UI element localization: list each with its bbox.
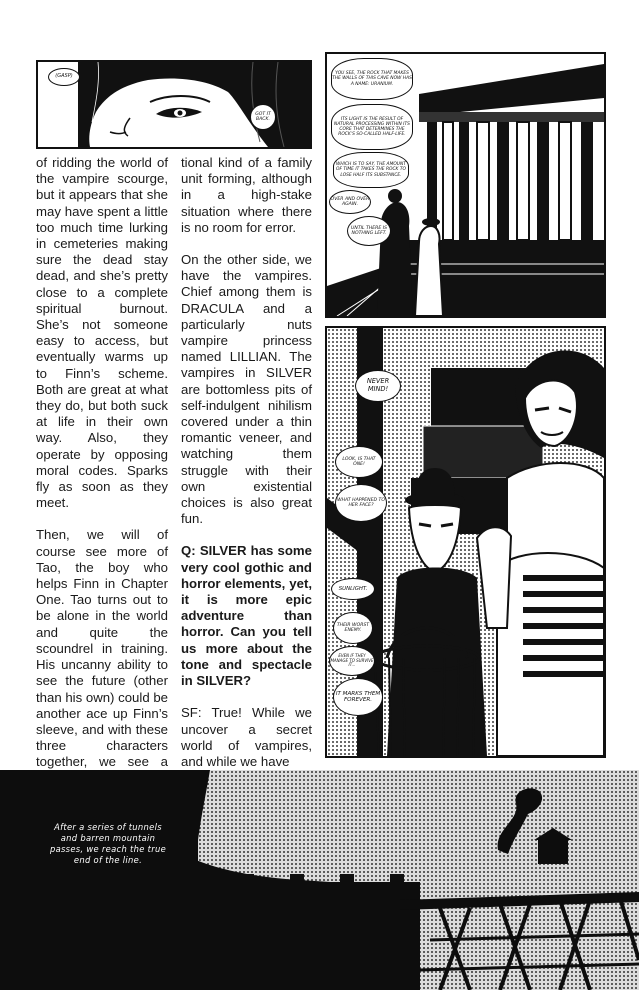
temple-balloon-over-and-over: OVER AND OVER AGAIN. [329, 190, 371, 214]
balloon-her-face: WHAT HAPPENED TO HER FACE? [335, 484, 387, 522]
panel-vampires [325, 326, 606, 758]
right-paragraph-2: On the other side, we have the vampires. Chief among them is DRACULA and a particularly nuts vampire princess named LILLIAN. The vampires in SILVER are bottomless pits of self-indulgent nihilism covered under a thin romantic veneer, and watching them struggle with their own existential choices is also great fun. [181, 252, 312, 527]
temple-caption-1: YOU SEE, THE ROCK THAT MAKES THE WALLS OF THIS CAVE NOW HAS A NAME: URANIUM. [331, 58, 413, 100]
balloon-never-mind: NEVER MIND! [355, 370, 401, 402]
panel-train-cliff [0, 770, 639, 990]
balloon-sunlight: SUNLIGHT. [331, 578, 375, 600]
temple-caption-3: WHICH IS TO SAY, THE AMOUNT OF TIME IT TAKES THE ROCK TO LOSE HALF ITS SUBSTANCE. [333, 152, 409, 188]
got-it-back-balloon: GOT IT BACK. [250, 104, 276, 130]
gasp-balloon: (GASP) [48, 68, 80, 86]
interview-answer: SF: True! While we uncover a secret world of vampires, and while we have [181, 705, 312, 769]
temple-balloon-nothing-left: UNTIL THERE IS NOTHING LEFT. [347, 216, 391, 246]
balloon-marks-them: IT MARKS THEM FOREVER. [333, 678, 383, 716]
interview-question: Q: SILVER has some very cool gothic and horror elements, yet, it is more epic adventure than horror. Can you tell us more about the tone and spectacle in SILVER? [181, 543, 312, 689]
left-paragraph-1: of ridding the world of the vampire scourge, but it appears that she may have spent a little too much time lurking in cemeteries making sure the dead stay dead, and she’s pretty close to a complete spiritual burnout. She’s not someone easy to access, but eventually warms up to Finn’s scheme. Both are great at what they do, but both suck at life in their own way. Also, they operate by opposing moral codes. Sparks fly as soon as they meet. [36, 155, 168, 511]
balloon-survive: EVEN IF THEY MANAGE TO SURVIVE IT... [329, 646, 375, 676]
balloon-is-that-one: LOOK, IS THAT ONE! [335, 446, 383, 478]
left-text-column [36, 155, 168, 803]
left-paragraph-2: Then, we will of course see more of Tao, the boy who helps Finn in Chapter One. Tao turns out to be alone in the world and quite the scoundrel in training. His uncanny ability to see the future (other than his own) could be another ace up Finn’s sleeve, and with these three characters together, we see a [36, 527, 168, 770]
balloon-worst-enemy: THEIR WORST ENEMY. [333, 612, 373, 644]
train-cliff-art [0, 770, 639, 990]
right-paragraph-1: tional kind of a family unit forming, although in a high-stake situation where there is no room for error. [181, 155, 312, 235]
bottom-caption: After a series of tunnels and barren mountain passes, we reach the true end of the line. [49, 822, 167, 865]
panel-face-closeup [36, 60, 312, 149]
panel-temple [325, 52, 606, 318]
temple-caption-2: ITS LIGHT IS THE RESULT OF NATURAL PROCESSING WITHIN ITS CORE THAT DETERMINES THE ROCK’S SO-CALLED HALF-LIFE. [331, 104, 413, 150]
right-text-column [181, 155, 312, 786]
